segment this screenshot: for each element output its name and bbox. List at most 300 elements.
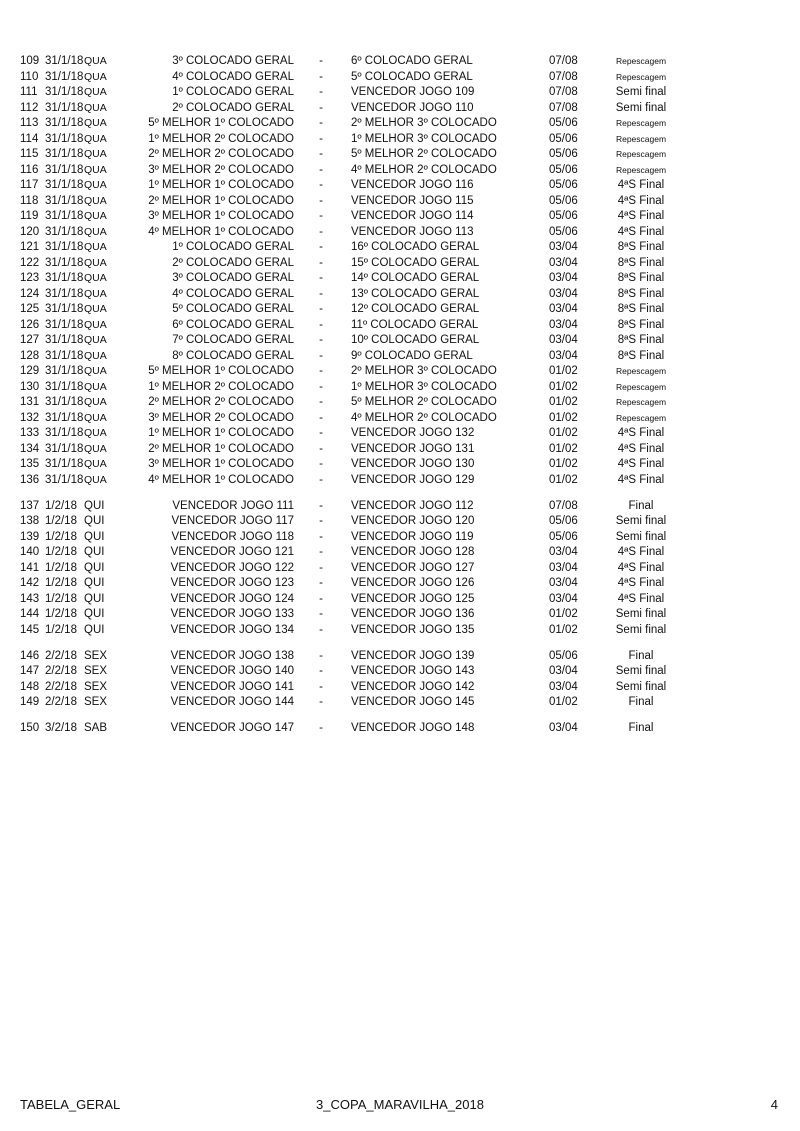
- match-number-cell: 121: [20, 241, 40, 253]
- versus-separator-cell: -: [319, 680, 323, 693]
- match-weekday-cell: QUI: [84, 577, 105, 589]
- match-date-cell: 31/1/18: [45, 225, 84, 238]
- phase-cell: 4ªS Final: [617, 577, 665, 589]
- phase-cell: Repescagem: [615, 149, 667, 159]
- team-b-cell: 15º COLOCADO GERAL: [351, 256, 480, 269]
- match-weekday-cell: SEX: [84, 665, 108, 677]
- versus-separator-cell: -: [319, 411, 323, 424]
- table-row: [0, 240, 800, 256]
- match-date-cell: 1/2/18: [45, 608, 77, 620]
- versus-separator-cell: -: [319, 303, 323, 315]
- match-number-cell: 130: [20, 380, 40, 393]
- phase-cell: Semi final: [615, 608, 667, 620]
- phase-cell: 8ªS Final: [617, 287, 665, 300]
- match-date-cell: 3/2/18: [45, 722, 77, 734]
- match-number-cell: 124: [20, 287, 40, 300]
- team-b-cell: 4º MELHOR 2º COLOCADO: [351, 411, 497, 424]
- team-b-cell: 12º COLOCADO GERAL: [351, 303, 480, 315]
- category-cell: 05/06: [549, 649, 578, 662]
- versus-separator-cell: -: [319, 696, 323, 708]
- footer-document-title: 3_COPA_MARAVILHA_2018: [316, 1097, 484, 1112]
- match-number-cell: 147: [20, 665, 40, 677]
- versus-separator-cell: -: [319, 592, 323, 605]
- team-b-cell: VENCEDOR JOGO 120: [351, 515, 475, 527]
- versus-separator-cell: -: [319, 163, 323, 176]
- team-b-cell: VENCEDOR JOGO 109: [351, 86, 475, 98]
- table-row: [0, 561, 800, 577]
- match-number-cell: 119: [20, 210, 39, 222]
- match-number-cell: 123: [20, 272, 40, 284]
- team-a-cell: 7º COLOCADO GERAL: [172, 334, 294, 346]
- category-cell: 05/06: [549, 194, 578, 207]
- team-b-cell: 1º MELHOR 3º COLOCADO: [351, 380, 497, 393]
- match-number-cell: 115: [20, 148, 39, 160]
- match-weekday-cell: QUA: [84, 117, 107, 129]
- team-a-cell: 3º MELHOR 2º COLOCADO: [148, 163, 294, 176]
- match-date-cell: 31/1/18: [45, 365, 84, 377]
- team-a-cell: 2º MELHOR 2º COLOCADO: [148, 148, 294, 160]
- group-spacer: [0, 488, 800, 499]
- table-row: [0, 225, 800, 241]
- category-cell: 03/04: [549, 334, 578, 346]
- category-cell: 07/08: [549, 55, 578, 67]
- category-cell: 01/02: [549, 608, 578, 620]
- match-weekday-cell: QUA: [84, 365, 107, 377]
- match-date-cell: 31/1/18: [45, 256, 84, 269]
- team-a-cell: VENCEDOR JOGO 138: [170, 649, 294, 662]
- table-row: [0, 395, 800, 411]
- table-row: [0, 442, 800, 458]
- phase-cell: Repescagem: [615, 397, 667, 407]
- category-cell: 03/04: [549, 287, 578, 300]
- match-weekday-cell: QUI: [84, 623, 105, 636]
- team-a-cell: 3º MELHOR 1º COLOCADO: [148, 210, 294, 222]
- match-weekday-cell: QUA: [84, 101, 107, 114]
- table-row: [0, 54, 800, 70]
- team-a-cell: 1º COLOCADO GERAL: [172, 86, 294, 98]
- match-weekday-cell: QUA: [84, 86, 107, 98]
- match-weekday-cell: SAB: [84, 722, 108, 734]
- category-cell: 01/02: [549, 696, 578, 708]
- match-weekday-cell: QUA: [84, 163, 107, 176]
- team-b-cell: VENCEDOR JOGO 142: [351, 680, 475, 693]
- category-cell: 03/04: [549, 546, 578, 558]
- match-weekday-cell: QUI: [84, 546, 105, 558]
- category-cell: 03/04: [549, 272, 578, 284]
- team-b-cell: 9º COLOCADO GERAL: [351, 349, 473, 362]
- footer-page-number: 4: [770, 1097, 778, 1112]
- team-b-cell: VENCEDOR JOGO 126: [351, 577, 475, 589]
- team-a-cell: VENCEDOR JOGO 123: [170, 577, 294, 589]
- match-weekday-cell: QUI: [84, 592, 105, 605]
- match-weekday-cell: QUA: [84, 349, 107, 362]
- versus-separator-cell: -: [319, 148, 323, 160]
- match-weekday-cell: QUA: [84, 210, 107, 222]
- table-row: [0, 147, 800, 163]
- table-row: [0, 116, 800, 132]
- match-date-cell: 31/1/18: [45, 318, 84, 331]
- match-number-cell: 122: [20, 256, 40, 269]
- match-number-cell: 133: [20, 427, 40, 439]
- match-number-cell: 128: [20, 349, 40, 362]
- match-weekday-cell: QUA: [84, 55, 107, 67]
- team-a-cell: 3º MELHOR 2º COLOCADO: [148, 411, 294, 424]
- team-b-cell: VENCEDOR JOGO 139: [351, 649, 475, 662]
- versus-separator-cell: -: [319, 396, 323, 408]
- phase-cell: 4ªS Final: [617, 458, 665, 470]
- team-a-cell: VENCEDOR JOGO 134: [170, 623, 294, 636]
- team-a-cell: 3º MELHOR 1º COLOCADO: [148, 458, 294, 470]
- team-b-cell: VENCEDOR JOGO 132: [351, 427, 475, 439]
- team-b-cell: VENCEDOR JOGO 128: [351, 546, 475, 558]
- team-a-cell: VENCEDOR JOGO 121: [170, 546, 294, 558]
- versus-separator-cell: -: [319, 380, 323, 393]
- table-row: [0, 70, 800, 86]
- team-a-cell: 6º COLOCADO GERAL: [172, 318, 294, 331]
- team-b-cell: VENCEDOR JOGO 143: [351, 665, 475, 677]
- table-row: [0, 101, 800, 117]
- phase-cell: Repescagem: [615, 56, 667, 66]
- versus-separator-cell: -: [319, 665, 323, 677]
- table-row: [0, 333, 800, 349]
- match-weekday-cell: QUA: [84, 287, 107, 300]
- table-row: [0, 545, 800, 561]
- match-weekday-cell: QUI: [84, 561, 105, 574]
- match-date-cell: 1/2/18: [45, 623, 77, 636]
- versus-separator-cell: -: [319, 86, 323, 98]
- match-weekday-cell: QUA: [84, 179, 107, 191]
- match-date-cell: 31/1/18: [45, 349, 84, 362]
- group-spacer: [0, 638, 800, 649]
- versus-separator-cell: -: [319, 499, 323, 512]
- match-weekday-cell: QUA: [84, 396, 107, 408]
- team-a-cell: 4º COLOCADO GERAL: [172, 70, 294, 83]
- phase-cell: Final: [628, 696, 654, 708]
- match-weekday-cell: QUI: [84, 499, 105, 512]
- team-b-cell: VENCEDOR JOGO 130: [351, 458, 475, 470]
- team-b-cell: VENCEDOR JOGO 145: [351, 696, 475, 708]
- team-a-cell: 2º COLOCADO GERAL: [172, 101, 294, 114]
- match-date-cell: 31/1/18: [45, 70, 84, 83]
- match-number-cell: 148: [20, 680, 40, 693]
- phase-cell: 4ªS Final: [617, 210, 665, 222]
- match-date-cell: 31/1/18: [45, 427, 84, 439]
- team-a-cell: 8º COLOCADO GERAL: [172, 349, 294, 362]
- versus-separator-cell: -: [319, 649, 323, 662]
- team-b-cell: 1º MELHOR 3º COLOCADO: [351, 132, 497, 145]
- versus-separator-cell: -: [319, 318, 323, 331]
- category-cell: 03/04: [549, 256, 578, 269]
- match-number-cell: 129: [20, 365, 40, 377]
- match-weekday-cell: QUA: [84, 427, 107, 439]
- match-number-cell: 136: [20, 473, 40, 486]
- match-number-cell: 146: [20, 649, 40, 662]
- team-a-cell: 2º MELHOR 2º COLOCADO: [148, 396, 294, 408]
- phase-cell: 4ªS Final: [617, 225, 665, 238]
- team-b-cell: 2º MELHOR 3º COLOCADO: [351, 365, 497, 377]
- page-footer: [0, 1096, 800, 1114]
- versus-separator-cell: -: [319, 546, 323, 558]
- phase-cell: 8ªS Final: [617, 334, 665, 346]
- versus-separator-cell: -: [319, 577, 323, 589]
- match-weekday-cell: QUI: [84, 530, 105, 543]
- versus-separator-cell: -: [319, 194, 323, 207]
- match-number-cell: 120: [20, 225, 40, 238]
- match-weekday-cell: QUA: [84, 225, 107, 238]
- team-b-cell: VENCEDOR JOGO 131: [351, 442, 475, 455]
- table-row: [0, 457, 800, 473]
- team-a-cell: 3º COLOCADO GERAL: [172, 55, 294, 67]
- team-a-cell: VENCEDOR JOGO 140: [170, 665, 294, 677]
- match-number-cell: 139: [20, 530, 40, 543]
- category-cell: 03/04: [549, 303, 578, 315]
- table-row: [0, 132, 800, 148]
- team-b-cell: VENCEDOR JOGO 148: [351, 722, 475, 734]
- match-number-cell: 134: [20, 442, 40, 455]
- phase-cell: Repescagem: [615, 381, 667, 392]
- table-row: [0, 287, 800, 303]
- team-b-cell: VENCEDOR JOGO 136: [351, 608, 475, 620]
- category-cell: 05/06: [549, 132, 578, 145]
- match-weekday-cell: QUI: [84, 515, 105, 527]
- table-row: [0, 576, 800, 592]
- table-row: [0, 256, 800, 272]
- match-number-cell: 145: [20, 623, 40, 636]
- versus-separator-cell: -: [319, 225, 323, 238]
- table-row: [0, 473, 800, 489]
- category-cell: 05/06: [549, 179, 578, 191]
- versus-separator-cell: -: [319, 179, 323, 191]
- match-date-cell: 31/1/18: [45, 86, 84, 98]
- team-b-cell: 5º MELHOR 2º COLOCADO: [351, 396, 497, 408]
- table-row: [0, 209, 800, 225]
- team-b-cell: 10º COLOCADO GERAL: [351, 334, 480, 346]
- match-number-cell: 144: [20, 608, 40, 620]
- phase-cell: 4ªS Final: [617, 592, 665, 605]
- team-b-cell: 13º COLOCADO GERAL: [351, 287, 480, 300]
- category-cell: 01/02: [549, 396, 578, 408]
- team-b-cell: 5º MELHOR 2º COLOCADO: [351, 148, 497, 160]
- match-number-cell: 149: [20, 696, 40, 708]
- match-weekday-cell: QUA: [84, 334, 107, 346]
- phase-cell: Final: [628, 499, 654, 512]
- match-date-cell: 31/1/18: [45, 334, 84, 346]
- match-weekday-cell: QUA: [84, 473, 107, 486]
- team-a-cell: 3º COLOCADO GERAL: [172, 272, 294, 284]
- team-a-cell: 2º COLOCADO GERAL: [172, 256, 294, 269]
- category-cell: 07/08: [549, 499, 578, 512]
- versus-separator-cell: -: [319, 561, 323, 574]
- versus-separator-cell: -: [319, 608, 323, 620]
- versus-separator-cell: -: [319, 334, 323, 346]
- phase-cell: Semi final: [615, 623, 667, 636]
- table-row: [0, 664, 800, 680]
- table-row: [0, 178, 800, 194]
- match-date-cell: 31/1/18: [45, 411, 84, 424]
- category-cell: 03/04: [549, 349, 578, 362]
- match-date-cell: 1/2/18: [45, 592, 77, 605]
- match-number-cell: 137: [20, 499, 40, 512]
- match-date-cell: 31/1/18: [45, 473, 84, 486]
- versus-separator-cell: -: [319, 117, 323, 129]
- versus-separator-cell: -: [319, 515, 323, 527]
- phase-cell: Repescagem: [615, 71, 667, 82]
- category-cell: 01/02: [549, 411, 578, 424]
- category-cell: 03/04: [549, 722, 578, 734]
- versus-separator-cell: -: [319, 722, 323, 734]
- phase-cell: Repescagem: [615, 412, 667, 423]
- match-weekday-cell: QUA: [84, 411, 107, 424]
- versus-separator-cell: -: [319, 101, 323, 114]
- match-number-cell: 110: [20, 70, 39, 83]
- table-row: [0, 695, 800, 711]
- versus-separator-cell: -: [319, 365, 323, 377]
- table-row: [0, 364, 800, 380]
- category-cell: 03/04: [549, 241, 578, 253]
- match-number-cell: 131: [20, 396, 40, 408]
- match-number-cell: 113: [20, 117, 39, 129]
- match-date-cell: 2/2/18: [45, 649, 77, 662]
- match-date-cell: 31/1/18: [45, 380, 84, 393]
- team-b-cell: 16º COLOCADO GERAL: [351, 241, 480, 253]
- category-cell: 07/08: [549, 70, 578, 83]
- category-cell: 07/08: [549, 101, 578, 114]
- category-cell: 05/06: [549, 163, 578, 176]
- category-cell: 01/02: [549, 380, 578, 393]
- team-a-cell: 5º MELHOR 1º COLOCADO: [148, 117, 294, 129]
- team-b-cell: 5º COLOCADO GERAL: [351, 70, 473, 83]
- match-date-cell: 31/1/18: [45, 194, 84, 207]
- phase-cell: Repescagem: [615, 164, 667, 175]
- match-date-cell: 31/1/18: [45, 287, 84, 300]
- match-date-cell: 2/2/18: [45, 665, 77, 677]
- team-a-cell: 2º MELHOR 1º COLOCADO: [148, 442, 294, 455]
- team-b-cell: 11º COLOCADO GERAL: [351, 318, 479, 331]
- match-date-cell: 1/2/18: [45, 561, 77, 574]
- table-row: [0, 680, 800, 696]
- team-a-cell: 1º MELHOR 2º COLOCADO: [148, 132, 294, 145]
- team-a-cell: 1º MELHOR 1º COLOCADO: [148, 427, 294, 439]
- category-cell: 01/02: [549, 623, 578, 636]
- table-row: [0, 426, 800, 442]
- match-date-cell: 31/1/18: [45, 241, 84, 253]
- match-weekday-cell: QUA: [84, 241, 107, 253]
- phase-cell: 4ªS Final: [617, 473, 665, 486]
- category-cell: 01/02: [549, 458, 578, 470]
- phase-cell: Repescagem: [615, 366, 667, 376]
- versus-separator-cell: -: [319, 287, 323, 300]
- phase-cell: 8ªS Final: [617, 349, 665, 362]
- table-row: [0, 411, 800, 427]
- match-number-cell: 132: [20, 411, 40, 424]
- team-b-cell: VENCEDOR JOGO 115: [351, 194, 474, 207]
- match-date-cell: 31/1/18: [45, 179, 84, 191]
- phase-cell: 4ªS Final: [617, 546, 665, 558]
- phase-cell: 8ªS Final: [617, 318, 665, 331]
- versus-separator-cell: -: [319, 241, 323, 253]
- category-cell: 05/06: [549, 210, 578, 222]
- team-b-cell: VENCEDOR JOGO 125: [351, 592, 475, 605]
- match-weekday-cell: QUA: [84, 442, 107, 455]
- phase-cell: Semi final: [615, 665, 667, 677]
- team-a-cell: VENCEDOR JOGO 133: [170, 608, 294, 620]
- category-cell: 03/04: [549, 665, 578, 677]
- team-b-cell: VENCEDOR JOGO 112: [351, 499, 474, 512]
- category-cell: 01/02: [549, 365, 578, 377]
- match-date-cell: 1/2/18: [45, 530, 77, 543]
- versus-separator-cell: -: [319, 55, 323, 67]
- match-number-cell: 142: [20, 577, 40, 589]
- match-weekday-cell: QUI: [84, 608, 105, 620]
- phase-cell: 4ªS Final: [617, 179, 665, 191]
- versus-separator-cell: -: [319, 530, 323, 543]
- team-a-cell: VENCEDOR JOGO 124: [170, 592, 294, 605]
- table-row: [0, 163, 800, 179]
- match-weekday-cell: QUA: [84, 380, 107, 393]
- match-date-cell: 31/1/18: [45, 101, 84, 114]
- match-date-cell: 31/1/18: [45, 148, 84, 160]
- team-a-cell: VENCEDOR JOGO 141: [170, 680, 294, 693]
- phase-cell: 4ªS Final: [617, 561, 665, 574]
- table-row: [0, 592, 800, 608]
- team-a-cell: 1º MELHOR 1º COLOCADO: [148, 179, 294, 191]
- phase-cell: Final: [628, 649, 654, 662]
- table-row: [0, 349, 800, 365]
- team-a-cell: VENCEDOR JOGO 122: [170, 561, 294, 574]
- team-b-cell: VENCEDOR JOGO 114: [351, 210, 474, 222]
- versus-separator-cell: -: [319, 256, 323, 269]
- match-weekday-cell: QUA: [84, 272, 107, 284]
- match-number-cell: 138: [20, 515, 40, 527]
- category-cell: 01/02: [549, 442, 578, 455]
- match-date-cell: 31/1/18: [45, 117, 84, 129]
- category-cell: 07/08: [549, 86, 578, 98]
- category-cell: 01/02: [549, 427, 578, 439]
- table-row: [0, 649, 800, 665]
- phase-cell: 8ªS Final: [617, 256, 665, 269]
- match-number-cell: 140: [20, 546, 40, 558]
- category-cell: 03/04: [549, 561, 578, 574]
- phase-cell: 4ªS Final: [617, 427, 665, 439]
- match-number-cell: 141: [20, 561, 40, 574]
- match-number-cell: 143: [20, 592, 40, 605]
- match-number-cell: 150: [20, 722, 40, 734]
- table-row: [0, 194, 800, 210]
- table-row: [0, 302, 800, 318]
- team-a-cell: 4º MELHOR 1º COLOCADO: [148, 225, 294, 238]
- match-number-cell: 125: [20, 303, 40, 315]
- match-schedule-table: [0, 54, 800, 737]
- team-a-cell: 1º COLOCADO GERAL: [172, 241, 294, 253]
- team-b-cell: VENCEDOR JOGO 116: [351, 179, 474, 191]
- match-date-cell: 31/1/18: [45, 163, 84, 176]
- category-cell: 05/06: [549, 117, 578, 129]
- phase-cell: Semi final: [615, 530, 667, 543]
- phase-cell: Final: [628, 722, 654, 734]
- versus-separator-cell: -: [319, 210, 323, 222]
- table-row: [0, 318, 800, 334]
- match-date-cell: 31/1/18: [45, 272, 84, 284]
- phase-cell: Repescagem: [615, 118, 667, 128]
- team-a-cell: VENCEDOR JOGO 147: [170, 722, 294, 734]
- match-weekday-cell: SEX: [84, 649, 108, 662]
- match-date-cell: 31/1/18: [45, 55, 84, 67]
- versus-separator-cell: -: [319, 427, 323, 439]
- table-row: [0, 499, 800, 515]
- team-a-cell: 1º MELHOR 2º COLOCADO: [148, 380, 294, 393]
- team-a-cell: VENCEDOR JOGO 144: [170, 696, 294, 708]
- match-number-cell: 116: [20, 163, 39, 176]
